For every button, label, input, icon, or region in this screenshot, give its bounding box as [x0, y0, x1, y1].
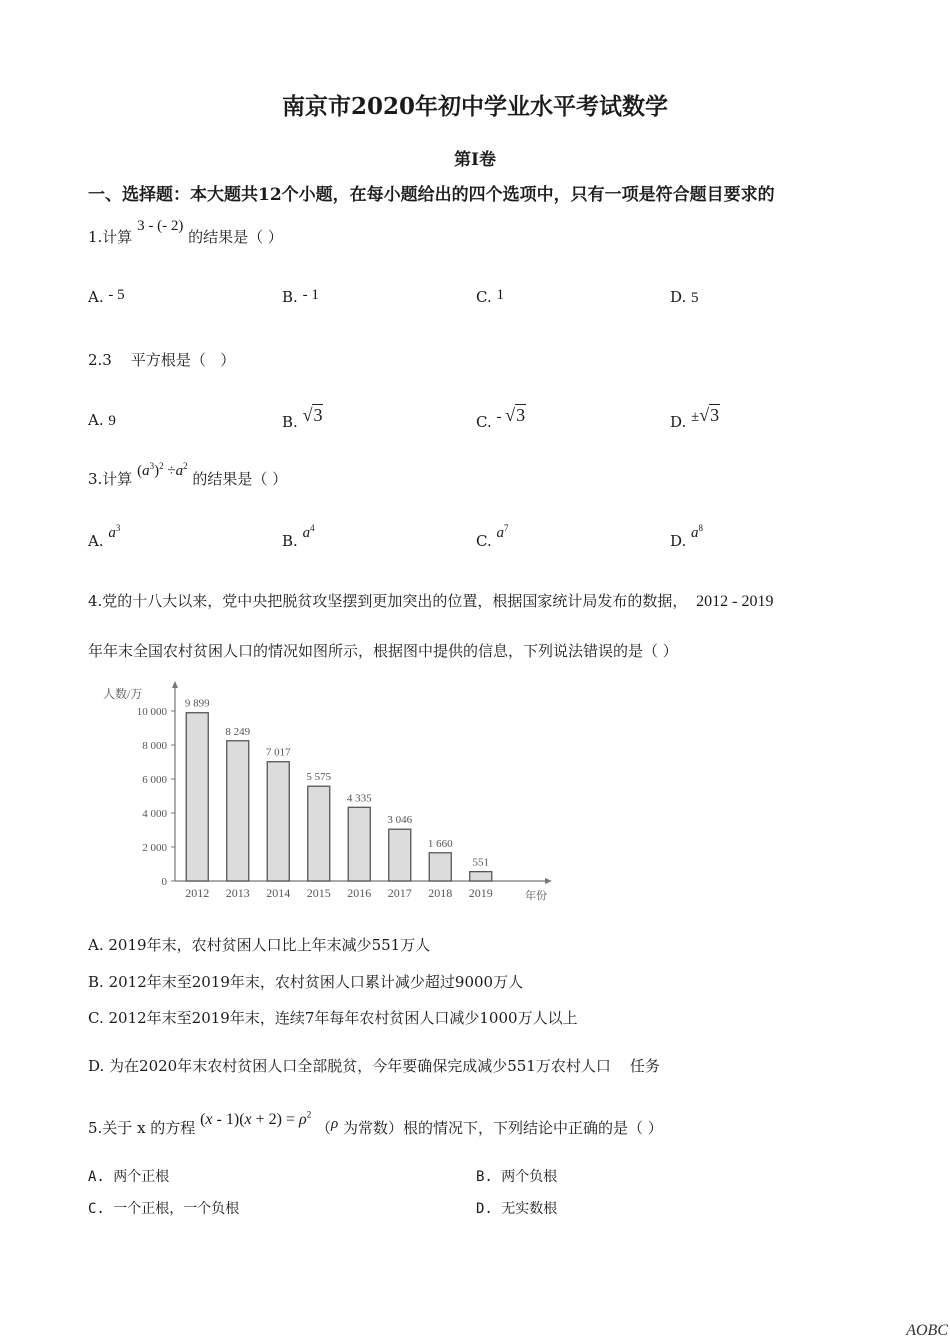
q3-option-a: A. $a^3$ — [88, 523, 121, 550]
q4-option-b: B. 2012年末至2019年末，农村贫困人口累计减少超过9000万人 — [88, 973, 524, 991]
question-3 — [88, 461, 288, 489]
part-heading: 第Ⅰ卷 — [454, 150, 496, 170]
question-5-label: 5.关于 x 的方程 — [88, 1119, 196, 1137]
question-1-label: 1.计算 — [88, 228, 133, 246]
question-3-suffix: 的结果是（ ） — [192, 470, 288, 488]
bar — [227, 741, 249, 881]
bar — [267, 762, 289, 881]
bar — [389, 829, 411, 881]
x-tick-label: 2012 — [185, 886, 210, 900]
bar — [348, 807, 370, 881]
q3-option-b: B. $a^4$ — [282, 523, 315, 550]
question-2: 2.3 平方根是（ ） — [88, 351, 236, 369]
y-axis-arrow — [172, 681, 178, 688]
q1-option-b: B. - 1 — [282, 287, 319, 306]
bar — [186, 713, 208, 881]
question-1-expression: 3 - (- 2) — [137, 218, 184, 234]
q2-option-b: B. √3 — [282, 405, 323, 431]
x-tick-label: 2018 — [428, 886, 453, 900]
bar-value-label: 9 899 — [184, 697, 210, 710]
q2-option-c: C. - √3 — [476, 405, 526, 431]
section-heading: 一、选择题：本大题共12个小题，在每小题给出的四个选项中，只有一项是符合题目要求的 — [88, 185, 775, 205]
y-tick-label: 0 — [161, 876, 167, 888]
y-axis-title: 人数/万 — [103, 687, 143, 701]
bar-value-label: 5 575 — [306, 771, 332, 784]
x-axis-title: 年份 — [525, 890, 547, 902]
y-tick-label: 4 000 — [142, 808, 167, 820]
question-4-line-1: 4.党的十八大以来，党中央把脱贫攻坚摆到更加突出的位置，根据国家统计局发布的数据， 2012 - 2019 — [88, 592, 774, 610]
x-tick-label: 2013 — [225, 886, 250, 900]
x-axis-arrow — [545, 878, 552, 884]
q1-option-d: D. 5 — [670, 288, 699, 306]
question-3-expression: $(a^3)^2 \div a^2$ — [137, 461, 188, 479]
bar-value-label: 7 017 — [265, 746, 291, 759]
x-tick-label: 2014 — [266, 886, 291, 900]
q5-option-a: A. 两个正根 — [88, 1169, 170, 1185]
bar — [470, 872, 492, 881]
question-1-suffix: 的结果是（ ） — [188, 228, 283, 246]
question-1 — [88, 218, 283, 247]
question-4-years: 2012 - 2019 — [696, 593, 774, 610]
question-3-label: 3.计算 — [88, 470, 133, 488]
question-5: 5.关于 x 的方程 $(x - 1)(x + 2) = \rho^2$ （ρ 为常数）根的情况下，下列结论中正确的是（ ） — [88, 1109, 663, 1137]
bar — [429, 853, 451, 881]
q4-option-c: C. 2012年末至2019年末，连续7年每年农村贫困人口减少1000万人以上 — [88, 1009, 578, 1027]
q2-option-a: A. 9 — [88, 411, 116, 429]
q2-option-d: D. ±√3 — [670, 405, 720, 431]
q3-option-c: C. $a^7$ — [476, 523, 509, 550]
question-5-equation: $(x - 1)(x + 2) = \rho^2$ — [200, 1109, 312, 1128]
y-tick-label: 10 000 — [136, 706, 167, 718]
q3-option-d: D. $a^8$ — [670, 523, 704, 550]
q1-option-a: A. - 5 — [88, 287, 125, 306]
bar-value-label: 3 046 — [387, 814, 413, 827]
bar-value-label: 4 335 — [346, 792, 372, 805]
q4-option-d: D. 为在2020年末农村贫困人口全部脱贫，今年要确保完成减少551万农村人口 任务 — [88, 1057, 660, 1075]
q5-option-d: D. 无实数根 — [476, 1201, 558, 1217]
bar-value-label: 8 249 — [225, 725, 251, 738]
q4-option-a: A. 2019年末，农村贫困人口比上年末减少551万人 — [88, 936, 431, 954]
x-tick-label: 2019 — [468, 886, 493, 900]
page-title: 南京市2020年初中学业水平考试数学 — [281, 93, 668, 120]
bar — [308, 786, 330, 881]
q5-option-c: C. 一个正根，一个负根 — [88, 1201, 240, 1217]
bar-value-label: 551 — [472, 856, 489, 869]
y-tick-label: 6 000 — [142, 774, 167, 786]
x-tick-label: 2016 — [347, 886, 372, 900]
x-tick-label: 2017 — [387, 886, 412, 900]
watermark-logo: AOBC — [906, 1322, 948, 1339]
bar-value-label: 1 660 — [427, 837, 453, 850]
q5-option-b: B. 两个负根 — [476, 1169, 558, 1185]
poverty-population-bar-chart — [85, 680, 555, 910]
y-tick-label: 8 000 — [142, 740, 167, 752]
question-4-line-2: 年年末全国农村贫困人口的情况如图所示，根据图中提供的信息，下列说法错误的是（ ） — [88, 642, 678, 660]
q1-option-c: C. 1 — [476, 287, 504, 306]
y-tick-label: 2 000 — [142, 842, 167, 854]
x-tick-label: 2015 — [306, 886, 331, 900]
